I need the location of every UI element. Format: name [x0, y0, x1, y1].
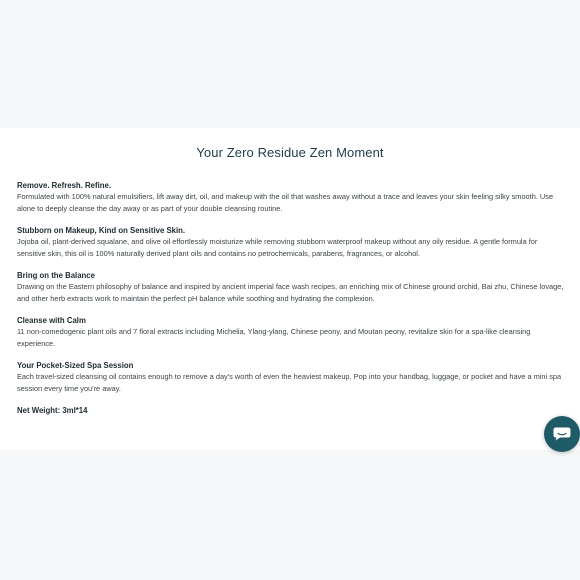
section-heading: Stubborn on Makeup, Kind on Sensitive Skin.	[17, 226, 186, 235]
section-remove-refresh-refine	[17, 180, 565, 215]
section-body: Drawing on the Eastern philosophy of balance and inspired by ancient imperial face wash recipes, an enriching mix of Chinese ground orchid, Bai zhu, Chinese lovage, and other herb extracts work to maintain the perfect pH balance while soothing and hydrating the complexion.	[17, 282, 564, 303]
chat-button[interactable]	[544, 416, 580, 452]
section-body: Jojoba oil, plant-derived squalane, and olive oil effortlessly moisturize while removing stubborn waterproof makeup without any oily residue. A gentle formula for sensitive skin, this oil is 100% naturally derived plant oils and contains no petrochemicals, parabens, fragrances, or alcohol.	[17, 237, 538, 258]
description-sections	[17, 180, 565, 416]
section-body: 11 non-comedogenic plant oils and 7 floral extracts including Michelia, Ylang-ylang, Chinese peony, and Moutan peony, revitalize skin for a spa-like cleansing experience.	[17, 327, 531, 348]
section-bring-on-the-balance	[17, 270, 565, 305]
section-heading: Bring on the Balance	[17, 271, 95, 280]
section-body: Formulated with 100% natural emulsifiers, lift away dirt, oil, and makeup with the oil that washes away without a trace and leaves your skin feeling silky smooth. Use alone to deeply cleanse the day away or as part of your double cleansing routine.	[17, 192, 554, 213]
section-heading: Cleanse with Calm	[17, 316, 86, 325]
page-title: Your Zero Residue Zen Moment	[196, 145, 384, 160]
section-cleanse-with-calm	[17, 315, 565, 350]
section-body: Each travel-sized cleansing oil contains enough to remove a day's worth of even the heaviest makeup. Pop into your handbag, luggage, or pocket and have a mini spa session every time you're away.	[17, 372, 562, 393]
net-weight: Net Weight: 3ml*14	[17, 406, 88, 415]
chat-bubble-icon	[553, 427, 571, 441]
product-description-card	[0, 128, 580, 450]
section-pocket-sized-spa	[17, 360, 565, 395]
section-stubborn-on-makeup	[17, 225, 565, 260]
section-heading: Remove. Refresh. Refine.	[17, 181, 112, 190]
section-heading: Your Pocket-Sized Spa Session	[17, 361, 134, 370]
